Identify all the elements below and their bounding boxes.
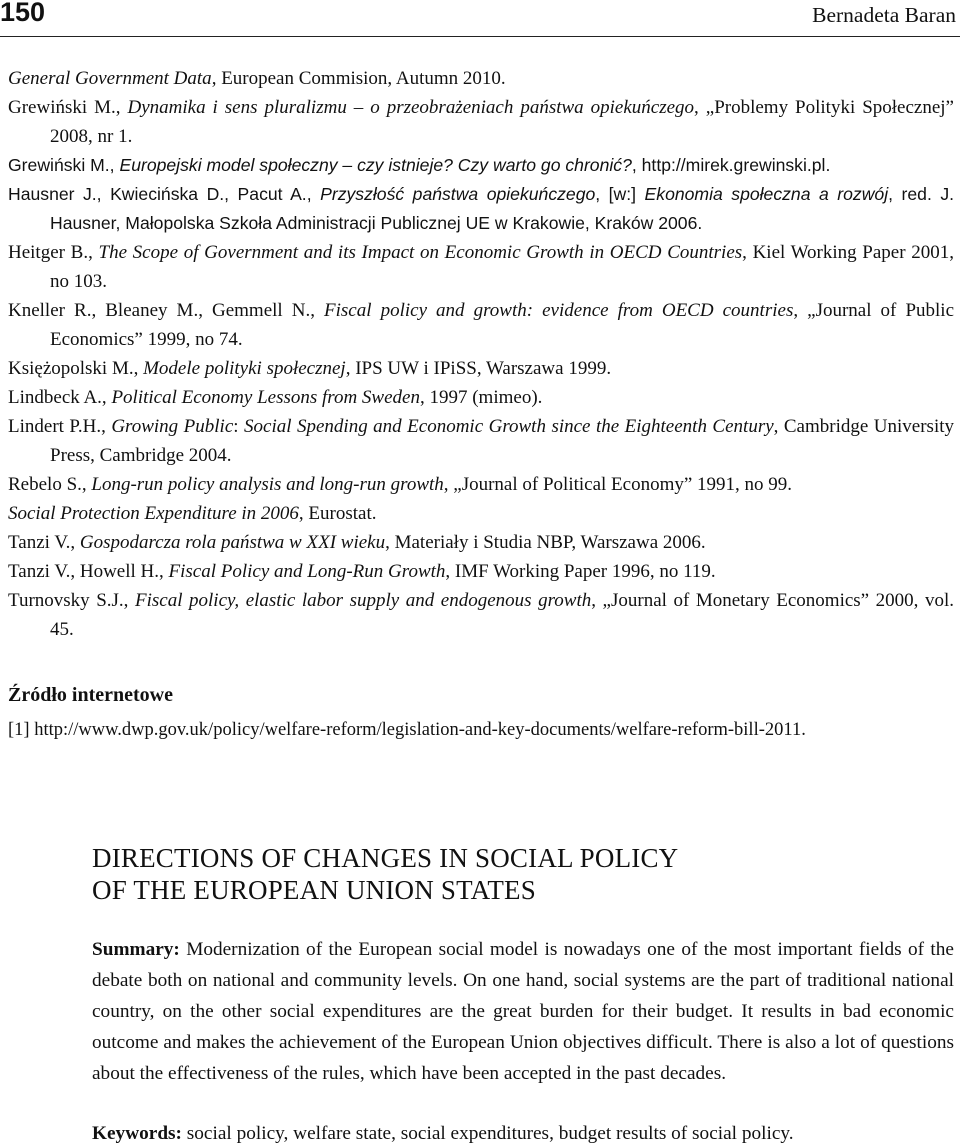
reference-text: , IPS UW i IPiSS, Warszawa 1999. — [345, 358, 612, 379]
reference-title: Long-run policy analysis and long-run growth — [91, 474, 444, 495]
reference-title: Social Protection Expenditure in 2006 — [8, 503, 299, 524]
reference-entry — [8, 296, 954, 354]
reference-entry — [8, 64, 954, 93]
reference-text: Księżopolski M., — [8, 358, 144, 379]
page-number: 150 — [0, 0, 46, 27]
summary-paragraph — [92, 934, 954, 1089]
reference-text: Heitger B., — [8, 242, 99, 263]
reference-entry — [8, 586, 954, 644]
keywords-line — [92, 1123, 794, 1145]
reference-text: Kneller R., Bleaney M., Gemmell N., — [8, 300, 325, 321]
reference-title: Political Economy Lessons from Sweden — [111, 387, 420, 408]
reference-text: , red. J. Hausner, Małopolska Szkoła Administracji Publicznej UE w Krakowie, Kraków 2006. — [50, 184, 955, 233]
reference-entry — [8, 180, 954, 238]
page-header — [0, 0, 960, 37]
reference-text: Turnovsky S.J., — [8, 590, 135, 611]
reference-entry — [8, 412, 954, 470]
summary-label: Summary: — [92, 939, 180, 960]
reference-text: , „Journal of Public Economics” 1999, no 74. — [50, 300, 954, 350]
reference-text: Rebelo S., — [8, 474, 92, 495]
reference-entry — [8, 499, 954, 528]
reference-text: , Cambridge University Press, Cambridge 2004. — [50, 416, 954, 466]
reference-text: , „Problemy Polityki Społecznej” 2008, nr 1. — [50, 97, 954, 147]
reference-entry — [8, 528, 954, 557]
reference-text: , Eurostat. — [298, 503, 377, 524]
keywords-label: Keywords: — [92, 1123, 182, 1144]
summary-title-line: DIRECTIONS OF CHANGES IN SOCIAL POLICY — [92, 843, 679, 873]
summary-title — [92, 842, 678, 906]
reference-title: Growing Public — [111, 416, 234, 437]
reference-entry — [8, 557, 954, 586]
reference-text: , [w:] — [595, 184, 645, 204]
reference-title: Przyszłość państwa opiekuńczego — [320, 184, 596, 204]
reference-title: Fiscal Policy and Long-Run Growth — [168, 561, 446, 582]
summary-title-line: OF THE EUROPEAN UNION STATES — [92, 875, 536, 905]
reference-title: Dynamika i sens pluralizmu – o przeobrażeniach państwa opiekuńczego — [127, 97, 695, 118]
running-head-author: Bernadeta Baran — [812, 3, 956, 27]
internet-sources-heading: Źródło internetowe — [8, 684, 173, 706]
reference-text: , European Commision, Autumn 2010. — [211, 68, 506, 89]
reference-entry — [8, 354, 954, 383]
reference-text: , http://mirek.grewinski.pl. — [631, 155, 831, 175]
reference-title: Fiscal policy and growth: evidence from OECD countries — [324, 300, 794, 321]
reference-text: , 1997 (mimeo). — [419, 387, 543, 408]
reference-entry — [8, 151, 954, 180]
reference-entry — [8, 383, 954, 412]
reference-text: , Materiały i Studia NBP, Warszawa 2006. — [385, 532, 706, 553]
reference-title: Gospodarcza rola państwa w XXI wieku — [79, 532, 386, 553]
reference-text: Lindert P.H., — [8, 416, 112, 437]
reference-entry — [8, 470, 954, 499]
reference-title: General Government Data — [8, 68, 212, 89]
reference-title: Ekonomia społeczna a rozwój — [644, 184, 889, 204]
reference-title: Europejski model społeczny – czy istnieje? Czy warto go chronić? — [119, 155, 632, 175]
reference-text: Tanzi V., Howell H., — [8, 561, 169, 582]
bibliography-list — [8, 64, 954, 644]
reference-title: The Scope of Government and its Impact on Economic Growth in OECD Countries — [98, 242, 743, 263]
reference-text: Grewiński M., — [8, 155, 120, 175]
reference-text: , IMF Working Paper 1996, no 119. — [445, 561, 716, 582]
reference-text: : — [233, 416, 245, 437]
reference-entry — [8, 238, 954, 296]
reference-text: Hausner J., Kwiecińska D., Pacut A., — [8, 184, 321, 204]
reference-text: , Kiel Working Paper 2001, no 103. — [50, 242, 954, 292]
reference-entry — [8, 93, 954, 151]
internet-source-item: [1] http://www.dwp.gov.uk/policy/welfare-reform/legislation-and-key-documents/welfare-reform-bill-2011. — [8, 720, 806, 740]
reference-text: Grewiński M., — [8, 97, 128, 118]
reference-text: Tanzi V., — [8, 532, 80, 553]
reference-text: , „Journal of Political Economy” 1991, no 99. — [443, 474, 793, 495]
reference-title: Modele polityki społecznej — [143, 358, 346, 379]
reference-title: Social Spending and Economic Growth since the Eighteenth Century — [244, 416, 774, 437]
reference-text: , „Journal of Monetary Economics” 2000, vol. 45. — [50, 590, 954, 640]
reference-text: Lindbeck A., — [8, 387, 112, 408]
reference-title: Fiscal policy, elastic labor supply and endogenous growth — [134, 590, 592, 611]
summary-text: Modernization of the European social model is nowadays one of the most important fields of the debate both on national and community levels. On one hand, social systems are the part of traditional national country, on the other social expenditures are the great burden for their budget. It results in bad economic outcome and makes the achievement of the European Union objectives difficult. There is also a lot of questions about the effectiveness of the rules, which have been accepted in the past decades. — [92, 939, 954, 1084]
keywords-text: social policy, welfare state, social expenditures, budget results of social policy. — [181, 1123, 794, 1144]
